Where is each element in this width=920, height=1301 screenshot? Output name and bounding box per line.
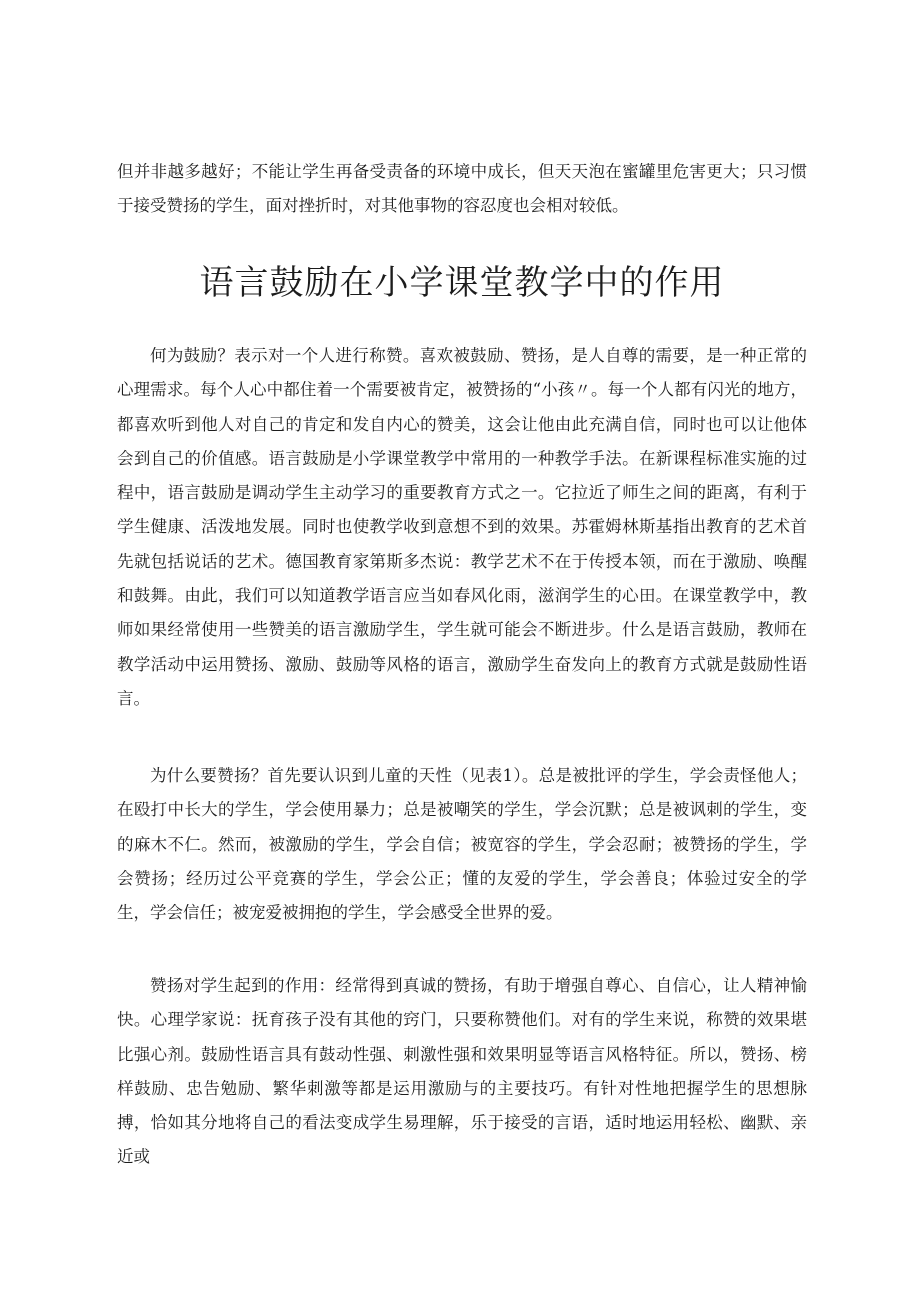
body-paragraph-2: 为什么要赞扬？首先要认识到儿童的天性（见表1）。总是被批评的学生，学会责怪他人；在殴打中长大的学生，学会使用暴力；总是被嘲笑的学生，学会沉默；总是被讽刺的学生，变的麻木不仁。然而，被激励的学生，学会自信；被宽容的学生，学会忍耐；被赞扬的学生，学会赞扬；经历过公平竞赛的学生，学会公正；懂的友爱的学生，学会善良；体验过安全的学生，学会信任；被宠爱被拥抱的学生，学会感受全世界的爱。 bbox=[117, 766, 807, 923]
continued-paragraph: 但并非越多越好；不能让学生再备受责备的环境中成长，但天天泡在蜜罐里危害更大；只习惯于接受赞扬的学生，面对挫折时，对其他事物的容忍度也会相对较低。 bbox=[117, 162, 807, 216]
article-title: 语言鼓励在小学课堂教学中的作用 bbox=[199, 263, 725, 303]
body-paragraph-3: 赞扬对学生起到的作用：经常得到真诚的赞扬，有助于增强自尊心、自信心，让人精神愉快。心理学家说：抚育孩子没有其他的窍门，只要称赞他们。对有的学生来说，称赞的效果堪比强心剂。鼓励性语言具有鼓动性强、刺激性强和效果明显等语言风格特征。所以，赞扬、榜样鼓励、忠告勉励、繁华刺激等都是运用激励与的主要技巧。有针对性地把握学生的思想脉搏，恰如其分地将自己的看法变成学生易理解，乐于接受的言语，适时地运用轻松、幽默、亲近或 bbox=[117, 976, 807, 1167]
body-paragraph-1: 何为鼓励？表示对一个人进行称赞。喜欢被鼓励、赞扬，是人自尊的需要，是一种正常的心理需求。每个人心中都住着一个需要被肯定，被赞扬的“小孩〃。每一个人都有闪光的地方，都喜欢听到他人对自己的肯定和发自内心的赞美，这会让他由此充满自信，同时也可以让他体会到自己的价值感。语言鼓励是小学课堂教学中常用的一种教学手法。在新课程标准实施的过程中，语言鼓励是调动学生主动学习的重要教育方式之一。它拉近了师生之间的距离，有利于学生健康、活泼地发展。同时也使教学收到意想不到的效果。苏霍姆林斯基指出教育的艺术首先就包括说话的艺术。德国教育家第斯多杰说：教学艺术不在于传授本领，而在于激励、唤醒和鼓舞。由此，我们可以知道教学语言应当如春风化雨，滋润学生的心田。在课堂教学中，教师如果经常使用一些赞美的语言激励学生，学生就可能会不断进步。什么是语言鼓励，教师在教学活动中运用赞扬、激励、鼓励等风格的语言，激励学生奋发向上的教育方式就是鼓励性语言。 bbox=[117, 346, 807, 708]
